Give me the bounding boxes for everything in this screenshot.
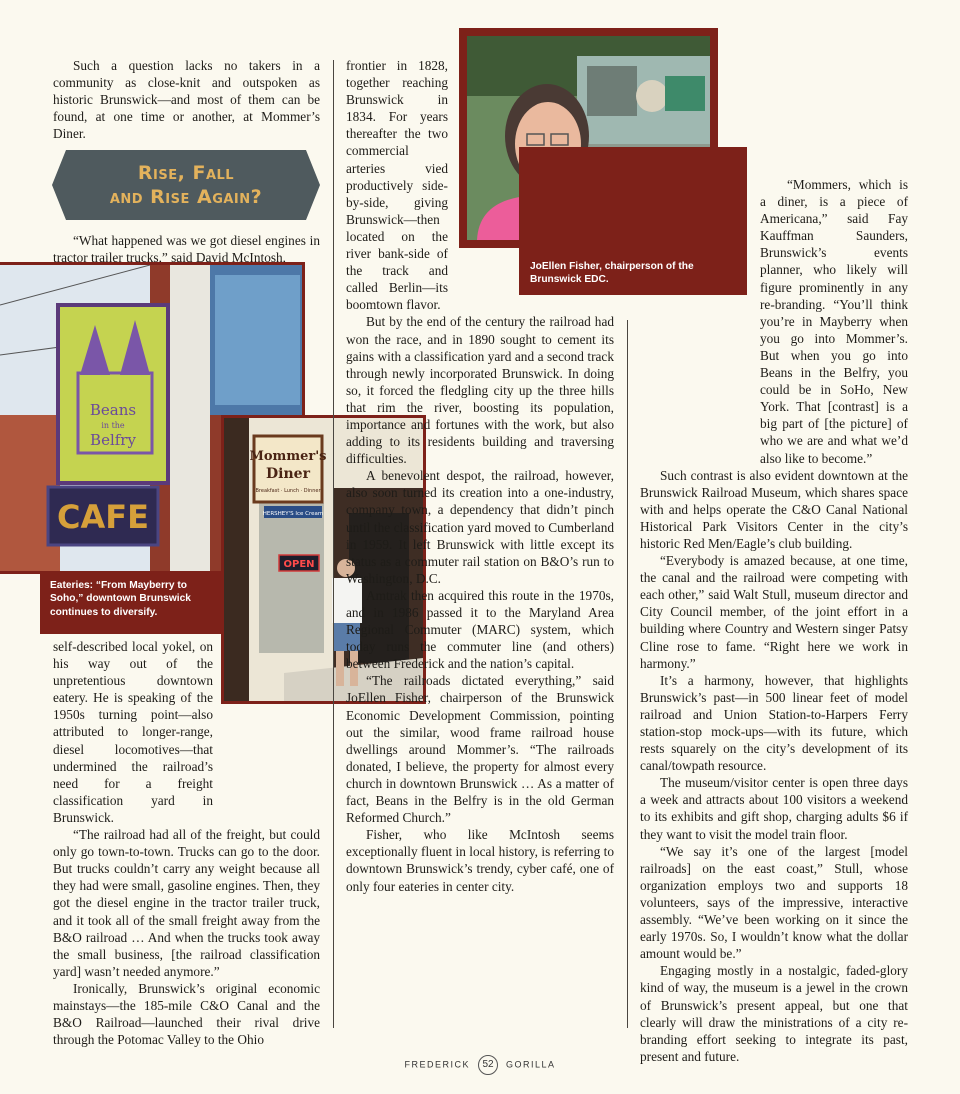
diner-sign-sub: Breakfast · Lunch · Dinner <box>255 488 321 494</box>
section-heading-banner <box>52 150 320 220</box>
mainstays-paragraph: Ironically, Brunswick’s original economic mainstays—the 185-mile C&O Canal and the B&O Railroad—launched their rival drive through the Potomac Valley to the Ohio <box>53 980 320 1048</box>
closing-paragraph: Engaging mostly in a nostalgic, faded-glory kind of way, the museum is a jewel in the crown of Brunswick’s present appeal, but one that clearly will draw the ministrations of a city re-branding effort seeking to integrate its past, present and future. <box>640 963 908 1064</box>
mcintosh-continued: self-described local yokel, on his way out of the unpretentious downtown eatery. He is speaking of the 1950s turning point—also attributed to longer-range, diesel locomotives—that undermined the railroad’s need for a freight classification yard in Brunswick. <box>53 639 213 825</box>
largest-model-paragraph: “We say it’s one of the largest [model railroads] on the east coast,” Stull, whose organization employs two and supports 18 volunteers, says of the impressive, interactive assembly. “We’ve been working on it since the early 1970s. So, I wouldn’t know what the dollar amount would be.” <box>640 843 908 962</box>
column-rule-2 <box>627 320 628 1028</box>
beans-sign-line1: Beans <box>89 401 137 419</box>
eateries-caption-text: Eateries: “From Mayberry to Soho,” downtown Brunswick continues to diversify. <box>50 580 191 618</box>
portrait-caption-text: JoEllen Fisher, chairperson of the Brunswick EDC. <box>530 261 694 286</box>
mommers-quote-paragraph: “Mommers, which is a diner, is a piece of Americana,” said Fay Kauffman Saunders, Brunswick’s events planner, who likely will figure prominently in any re-branding. “You’ll think you’re in Mayberry when you go into Mommer’s. But when you go into Beans in the Belfry, you could be in SoHo, New York. That [contrast] is a big part of [the picture] of who we are and what we’d also like to become.” <box>760 177 908 466</box>
footer-magazine-right: GORILLA <box>506 1059 556 1070</box>
section-heading-line1: Rise, Fall <box>137 162 235 184</box>
harmony-paragraph: It’s a harmony, however, that highlights Brunswick’s past—in 500 linear feet of model railroad and Union Station-to-Harpers Ferry station-stop mock-ups—with its future, which rests squarely on the city’s development of its canal/towpath resource. <box>640 672 908 774</box>
page-number: 52 <box>478 1055 498 1075</box>
column-rule-1 <box>333 60 334 1028</box>
cafe-sign-text: CAFE <box>57 498 149 536</box>
eateries-caption <box>40 572 228 634</box>
benevolent-despot-paragraph: A benevolent despot, the railroad, however, also soon turned its creation into a one-industry, company town, a dependency that didn’t pinch until the classification yard moved to Cumberland in 1959. It left Brunswick with little except its status as a commuter rail station on B&O’s run to Washington, D.C. <box>346 468 614 586</box>
diner-sign-line2: Diner <box>266 466 310 482</box>
hersheys-sign: HERSHEY'S Ice Cream <box>262 511 324 517</box>
railroad-race-paragraph: But by the end of the century the railroad had won the race, and in 1890 sought to cement its gains with a classification yard and a second track through newly incorporated Brunswick. In doing so, it forced the fledgling city up the three hills that rim the river, boosting its population, importance and fortunes with the work, but also adding to its residents building and traversing difficulties. <box>346 314 614 467</box>
mcintosh-quote-paragraph: “What happened was we got diesel engines in tractor trailer trucks,” said David McIntosh, <box>53 233 320 266</box>
museum-contrast-paragraph: Such contrast is also evident downtown at the Brunswick Railroad Museum, which shares space with and helps operate the C&O Canal National Historical Park Visitors Center in the city’s historic Red Men/Eagle’s club building. <box>640 467 908 551</box>
frontier-paragraph: frontier in 1828, together reaching Brunswick in 1834. For years thereafter the two commercial arteries vied productively side-by-side, giving Brunswick—then located on the river bank-side of the track and called Berlin—its boomtown flavor. <box>346 58 448 313</box>
beans-sign-line3: Belfry <box>90 431 136 449</box>
column-3 <box>640 176 908 1065</box>
diner-sign-line1: Mommer's <box>249 449 327 464</box>
amtrak-paragraph: Amtrak then acquired this route in the 1970s, and in 1986 passed it to the Maryland Area Regional Commuter (MARC) system, which today runs the commuter line (and others) between Frederick and the nation’s capital. <box>346 587 614 672</box>
footer-magazine-left: FREDERICK <box>404 1059 470 1070</box>
stull-quote-paragraph: “Everybody is amazed because, at one time, the canal and the railroad were competing with each other,” said Walt Stull, museum director and City Council member, of the joint effort in a building where Country and Western singer Patsy Cline rose to fame. “Right here we work in harmony.” <box>640 553 908 671</box>
column-1-bottom <box>53 638 320 1048</box>
fisher-quote-paragraph: “The railroads dictated everything,” said JoEllen Fisher, chairperson of the Brunswick Economic Development Commission, pointing out the similar, wood frame railroad house dwellings around Mommer’s. “The railroads donated, I believe, the property for almost every church in downtown Brunswick … As a matter of fact, Beans in the Belfry is in the old German Reformed Church.” <box>346 673 614 826</box>
intro-paragraph: Such a question lacks no takers in a community as close-knit and outspoken as historic Brunswick—and most of them can be found, at one time or another, at Mommer’s Diner. <box>53 58 320 142</box>
column-1-top <box>53 57 320 142</box>
beans-sign-line2: in the <box>101 421 125 430</box>
railroad-freight-quote: “The railroad had all of the freight, but could only go town-to-town. Trucks can go to the door. But trucks couldn’t carry any weight because all they had were small, gasoline engines. Then, they got the diesel engine in the tractor trailer truck, and it took all of the small freight away from the B&O railroad … And when the trucks took away the small business, [the railroad classification yard] wasn’t needed anymore.” <box>53 827 320 979</box>
visitor-center-paragraph: The museum/visitor center is open three days a week and attracts about 100 visitors a weekend to its exhibits and gift shop, charging adults $6 if they want to visit the model train floor. <box>640 775 908 842</box>
open-sign: OPEN <box>283 559 315 570</box>
section-heading <box>52 161 320 209</box>
page-footer <box>0 1055 960 1075</box>
section-heading-line2: and Rise Again? <box>109 186 263 208</box>
fisher-history-paragraph: Fisher, who like McIntosh seems exceptionally fluent in local history, is referring to downtown Brunswick’s trendy, cyber café, one of only four eateries in center city. <box>346 827 614 894</box>
